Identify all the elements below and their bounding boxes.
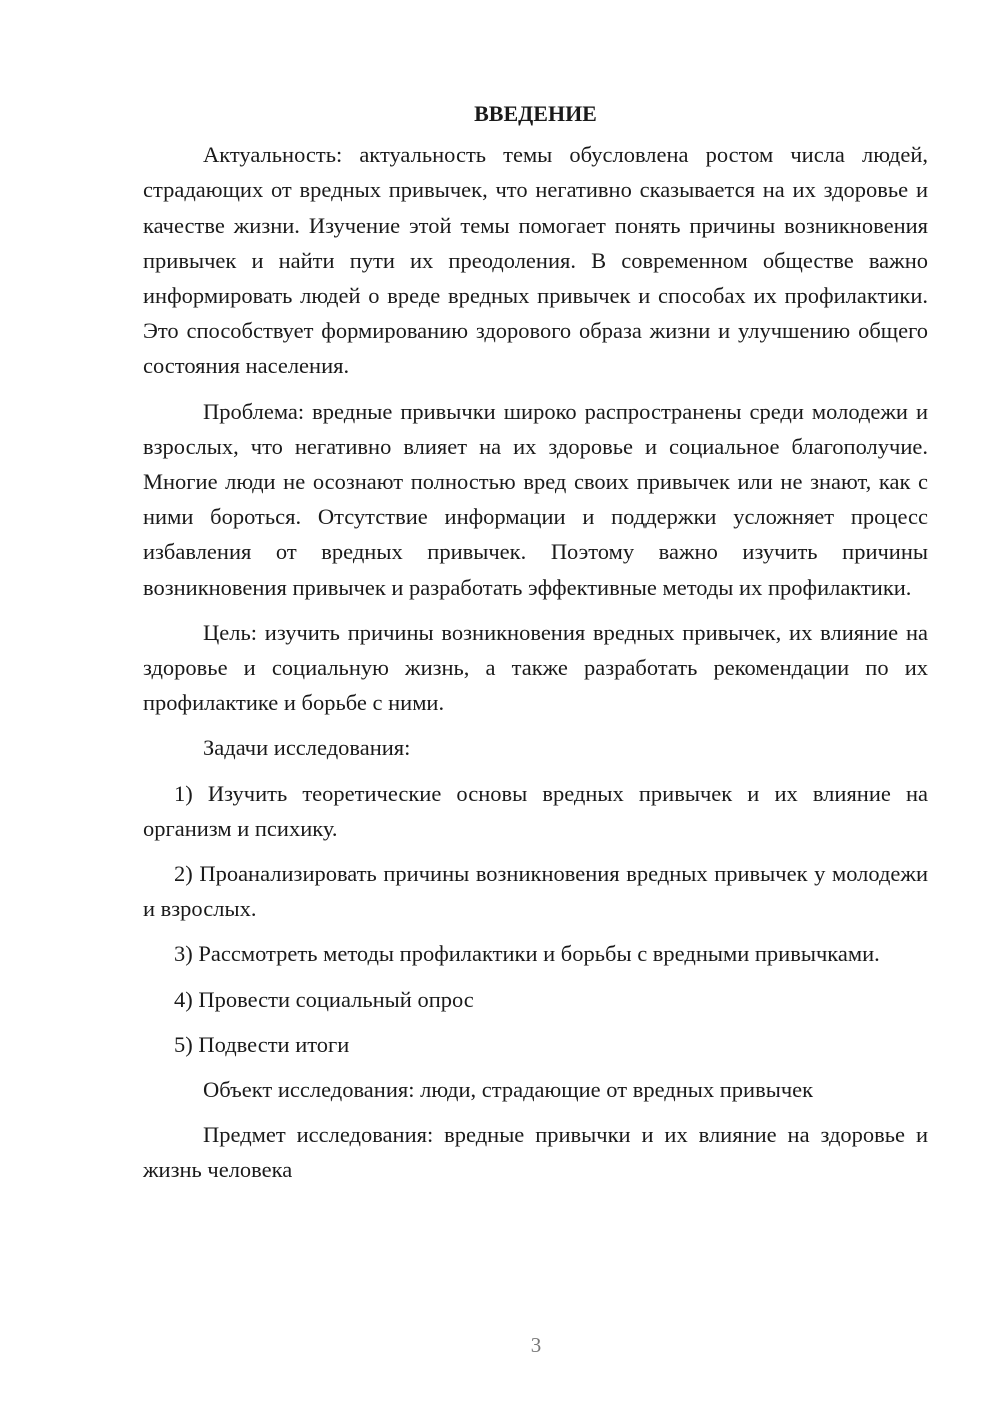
paragraph-problem: Проблема: вредные привычки широко распространены среди молодежи и взрослых, что негативно влияет на их здоровье и социальное благополучие. Многие люди не осознают полностью вред своих привычек или не знают, как с ними бороться. Отсутствие информации и поддержки усложняет процесс избавления от вредных привычек. Поэтому важно изучить причины возникновения привычек и разработать эффективные методы их профилактики. — [143, 398, 928, 600]
task-item-5: 5) Подвести итоги — [174, 1031, 350, 1057]
paragraph-goal: Цель: изучить причины возникновения вредных привычек, их влияние на здоровье и социальную жизнь, а также разработать рекомендации по их профилактике и борьбе с ними. — [143, 619, 928, 716]
paragraph-relevance: Актуальность: актуальность темы обусловлена ростом числа людей, страдающих от вредных привычек, что негативно сказывается на их здоровье и качестве жизни. Изучение этой темы помогает понять причины возникновения привычек и найти пути их преодоления. В современном обществе важно информировать людей о вреде вредных привычек и способах их профилактики. Это способствует формированию здорового образа жизни и улучшению общего состояния населения. — [143, 142, 928, 379]
page-number: 3 — [530, 1333, 542, 1357]
paragraph-subject: Предмет исследования: вредные привычки и их влияние на здоровье и жизнь человека — [143, 1122, 928, 1183]
tasks-heading: Задачи исследования: — [203, 735, 411, 761]
task-item-2: 2) Проанализировать причины возникновения вредных привычек у молодежи и взрослых. — [143, 861, 928, 922]
page-content — [143, 96, 928, 1198]
task-item-3: 3) Рассмотреть методы профилактики и борьбы с вредными привычками. — [174, 941, 880, 967]
task-item-4: 4) Провести социальный опрос — [174, 986, 474, 1012]
page-title: ВВЕДЕНИЕ — [474, 101, 597, 126]
task-item-1: 1) Изучить теоретические основы вредных привычек и их влияние на организм и психику. — [143, 780, 928, 841]
paragraph-object: Объект исследования: люди, страдающие от вредных привычек — [203, 1077, 814, 1103]
